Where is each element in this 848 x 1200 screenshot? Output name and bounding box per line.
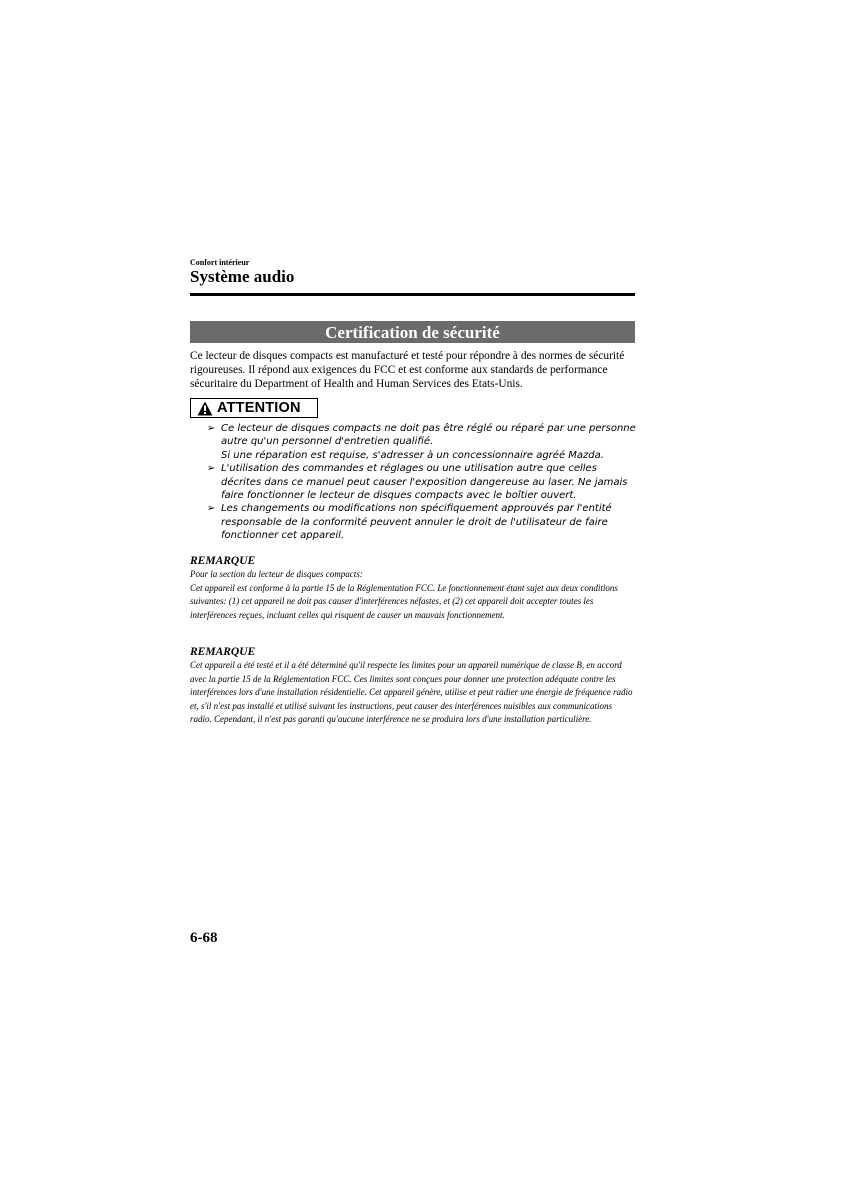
warning-list — [207, 422, 637, 543]
warning-item — [207, 462, 637, 502]
warning-item — [207, 502, 637, 542]
intro-paragraph: Ce lecteur de disques compacts est manufacturé et testé pour répondre à des normes de sécurité rigoureuses. Il répond aux exigences du FCC et est conforme aux standards de performance sécuritaire du Department of Health and Human Services des Etats-Unis. — [190, 350, 625, 390]
warning-text: Si une réparation est requise, s'adresser à un concessionnaire agréé Mazda. — [221, 449, 604, 461]
section-label: Confort intérieur — [190, 258, 250, 267]
bullet-arrow-icon: ➢ — [207, 503, 216, 515]
page-number: 6-68 — [190, 930, 218, 946]
bullet-arrow-icon: ➢ — [207, 423, 216, 434]
section-banner: Certification de sécurité — [190, 321, 635, 343]
note-body: Pour la section du lecteur de disques compacts: Cet appareil est conforme à la partie 15 de la Réglementation FCC. Le fonctionnement étant sujet aux deux conditions suivantes: (1) cet appareil ne doit pas causer d'interférences néfastes, et (2) cet appareil doit accepter toutes les interférences reçues, incluant celles qui risquent de causer un mauvais fonctionnement. — [190, 569, 618, 620]
page-title: Système audio — [190, 267, 295, 286]
note-heading: REMARQUE — [190, 555, 256, 567]
warning-text: Les changements ou modifications non spécifiquement approuvés par l'entité responsable de la conformité peuvent annuler le droit de l'utilisateur de faire fonctionner cet appareil. — [221, 503, 612, 542]
attention-box — [190, 398, 318, 418]
attention-label: ATTENTION — [217, 400, 301, 416]
warning-text: L'utilisation des commandes et réglages ou une utilisation autre que celles décrites dans ce manuel peut causer l'exposition dangereuse au laser. Ne jamais faire fonctionner le lecteur de disques compacts avec le boîtier ouvert. — [221, 463, 628, 502]
warning-text: Ce lecteur de disques compacts ne doit pas être réglé ou réparé par une personne autre qu'un personnel d'entretien qualifié. — [221, 423, 636, 448]
warning-triangle-icon — [197, 401, 213, 416]
note-block — [190, 554, 635, 622]
note-heading: REMARQUE — [190, 646, 256, 658]
warning-item — [207, 422, 637, 462]
title-rule — [190, 293, 635, 296]
note-block — [190, 645, 635, 727]
bullet-arrow-icon: ➢ — [207, 463, 216, 475]
note-body: Cet appareil a été testé et il a été déterminé qu'il respecte les limites pour un appareil numérique de classe B, en accord avec la partie 15 de la Réglementation FCC. Ces limites sont conçues pour donner une protection adéquate contre les interférences lors d'une installation résidentielle. Cet appareil génère, utilise et peut radier une énergie de fréquence radio et, s'il n'est pas installé et utilisé suivant les instructions, peut causer des interférences nuisibles aux communications radio. Cependant, il n'est pas garanti qu'aucune interférence ne se produira lors d'une installation particulière. — [190, 660, 633, 725]
